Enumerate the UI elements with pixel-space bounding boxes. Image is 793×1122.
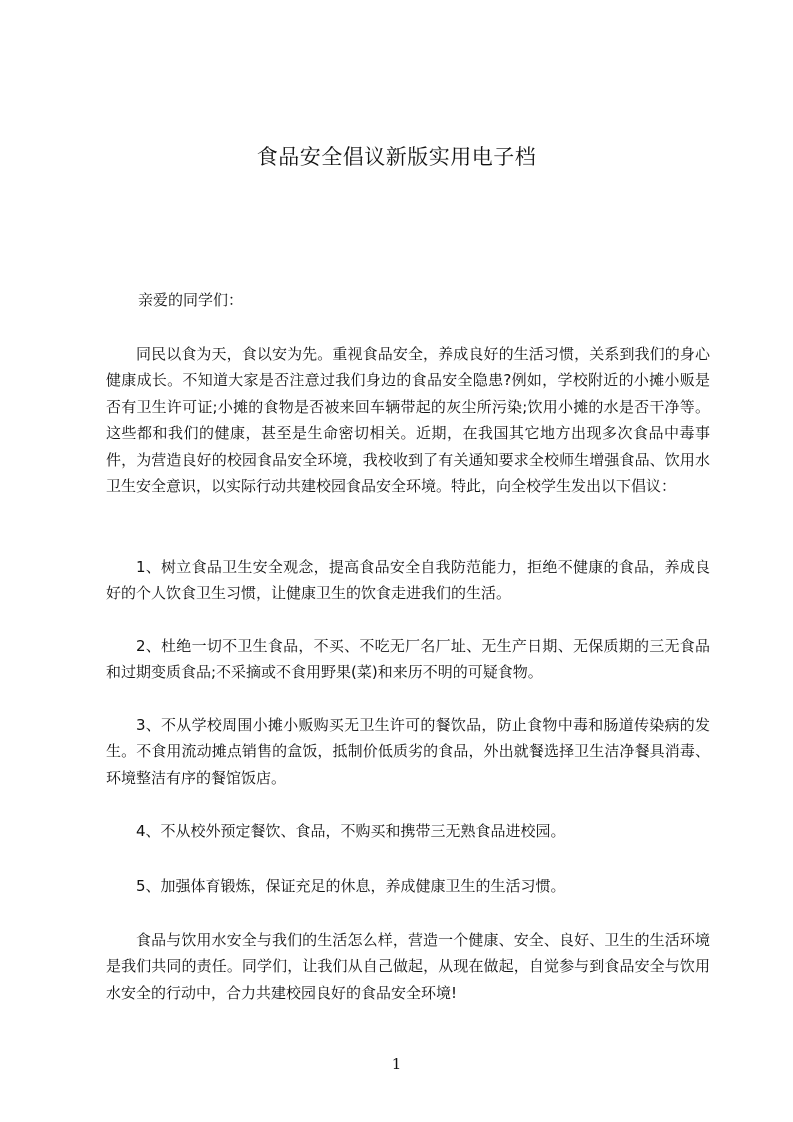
greeting: 亲爱的同学们：: [138, 291, 244, 309]
paragraph-item-5: 5、加强体育锻炼，保证充足的休息，养成健康卫生的生活习惯。: [136, 877, 566, 895]
paragraph-item-4: 4、不从校外预定餐饮、食品，不购买和携带三无熟食品进校园。: [136, 822, 566, 840]
page-number: 1: [391, 1055, 402, 1073]
paragraph-item-2: 2、杜绝一切不卫生食品，不买、不吃无厂名厂址、无生产日期、无保质期的三无食品和过期变质食品;不采摘或不食用野果(菜)和来历不明的可疑食物。: [106, 637, 710, 682]
paragraph-item-3: 3、不从学校周围小摊小贩购买无卫生许可的餐饮品，防止食物中毒和肠道传染病的发生。不食用流动摊点销售的盒饭，抵制价低质劣的食品，外出就餐选择卫生洁净餐具消毒、环境整洁有序的餐馆饭店。: [106, 716, 710, 787]
document-title: 食品安全倡议新版实用电子档: [256, 145, 537, 169]
paragraph-closing: 食品与饮用水安全与我们的生活怎么样，营造一个健康、安全、良好、卫生的生活环境是我们共同的责任。同学们，让我们从自己做起，从现在做起，自觉参与到食品安全与饮用水安全的行动中，合力共建校园良好的食品安全环境!: [106, 931, 710, 1002]
paragraph-item-1: 1、树立食品卫生安全观念，提高食品安全自我防范能力，拒绝不健康的食品，养成良好的个人饮食卫生习惯，让健康卫生的饮食走进我们的生活。: [106, 558, 710, 603]
paragraph-intro: 同民以食为天，食以安为先。重视食品安全，养成良好的生活习惯，关系到我们的身心健康成长。不知道大家是否注意过我们身边的食品安全隐患?例如，学校附近的小摊小贩是否有卫生许可证;小摊的食物是否被来回车辆带起的灰尘所污染;饮用小摊的水是否干净等。这些都和我们的健康，甚至是生命密切相关。近期，在我国其它地方出现多次食品中毒事件，为营造良好的校园食品安全环境，我校收到了有关通知要求全校师生增强食品、饮用水卫生安全意识，以实际行动共建校园食品安全环境。特此，向全校学生发出以下倡议：: [106, 345, 710, 496]
